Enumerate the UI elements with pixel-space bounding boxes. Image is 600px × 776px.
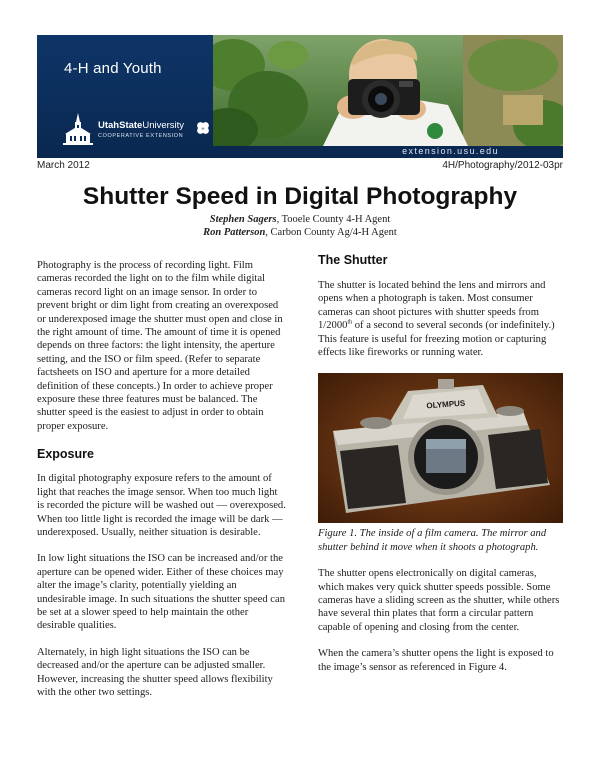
shutter-paragraph: The shutter is located behind the lens and mirrors and opens when a photograph is taken. Most consumer cameras can shoot pictures with shutter speeds from 1/2000th of a second to several seconds (or indefinitely.) This feature is useful for freezing motion or capturing effects like fireworks or running water. bbox=[318, 280, 555, 359]
publication-code: 4H/Photography/2012-03pr bbox=[442, 160, 563, 171]
header-banner bbox=[37, 35, 563, 158]
film-camera-illustration bbox=[318, 373, 563, 523]
old-main-tower-icon bbox=[62, 112, 94, 146]
author-line bbox=[0, 214, 600, 225]
boy-with-camera-photo bbox=[213, 35, 563, 146]
usu-logo bbox=[62, 112, 212, 146]
publication-date: March 2012 bbox=[37, 160, 90, 171]
extension-url: extension.usu.edu bbox=[402, 146, 499, 156]
figure-caption: Figure 1. The inside of a film camera. The mirror and shutter behind it move when it shoots a photograph. bbox=[318, 528, 547, 553]
program-name: 4-H and Youth bbox=[64, 60, 162, 77]
university-name: UtahStateUniversity bbox=[98, 120, 185, 131]
author-role: , Carbon County Ag/4-H Agent bbox=[265, 227, 397, 238]
exposure-paragraph: In low light situations the ISO can be increased and/or the aperture can be opened wider. Either of these choices may alter the image’s clarity, potentially yielding an undesirable image. In such situations the shutter speed can be set at a slower speed to help maintain the other desirable qualities. bbox=[37, 553, 286, 632]
shutter-heading: The Shutter bbox=[318, 253, 388, 267]
extension-label: COOPERATIVE EXTENSION bbox=[98, 133, 184, 139]
camera-brand-label: OLYMPUS bbox=[426, 399, 466, 411]
shutter-paragraph: When the camera’s shutter opens the light is exposed to the image’s sensor as referenced in Figure 4. bbox=[318, 648, 554, 673]
right-column bbox=[318, 253, 563, 674]
exposure-heading: Exposure bbox=[37, 447, 94, 462]
film-camera-photo bbox=[318, 373, 563, 523]
four-h-clover-icon bbox=[196, 121, 210, 135]
banner-left-panel bbox=[37, 35, 213, 158]
exposure-paragraph: Alternately, in high light situations the ISO can be decreased and/or the aperture can be adjusted smaller. However, increasing the shutter speed allows flexibility with the other two settings. bbox=[37, 646, 273, 698]
intro-paragraph: Photography is the process of recording light. Film cameras recorded the light on to the film while digital cameras record light on an image sensor. In order to prevent bright or dim light from creating an overexposed or underexposed image the shutter must open and close in the right amount of time. The amount of time it is opened depends on three factors: the light intensity, the aperture setting, and the ISO or film speed. (Refer to separate factsheets on ISO and aperture for a more detailed definition of these concepts.) In order to achieve proper exposure these three features must be balanced. The shutter speed is the easiest to adjust in order to obtain proper exposure. bbox=[37, 260, 283, 432]
author-role: , Tooele County 4-H Agent bbox=[276, 214, 391, 225]
url-bar bbox=[213, 146, 563, 158]
author-name: Ron Patterson bbox=[203, 227, 266, 238]
author-name: Stephen Sagers bbox=[209, 214, 277, 225]
exposure-paragraph: In digital photography exposure refers to the amount of light that reaches the image sensor. When too much light is recorded the picture will be washed out — overexposed. When too little light is recorded the image will be dark — underexposed. Usually, neither situation is desirable. bbox=[37, 473, 286, 538]
left-column bbox=[37, 259, 287, 699]
svg-text:H: H bbox=[201, 126, 205, 131]
shutter-paragraph: The shutter opens electronically on digital cameras, which makes very quick shutter speeds possible. Some cameras have a sliding screen as the shutter, while others have several thin plates that form a circular pattern capable of opening and closing from the center. bbox=[318, 568, 560, 633]
page-title: Shutter Speed in Digital Photography bbox=[82, 183, 518, 210]
author-line bbox=[0, 227, 600, 238]
